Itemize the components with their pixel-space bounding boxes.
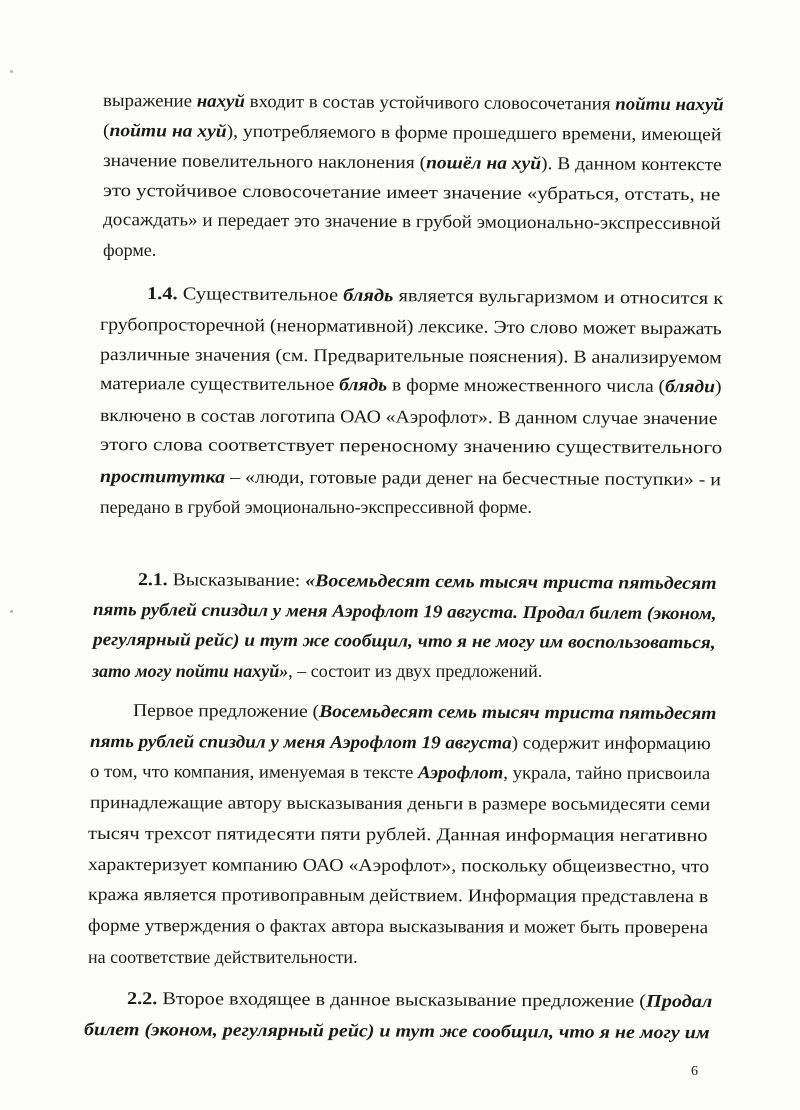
text-segment: на соответствие действительности.: [88, 947, 358, 967]
text-segment: различные значения (см. Предварительные пояснения). В анализируемом: [99, 344, 722, 368]
emphasized-text: Аэрофлот: [418, 762, 504, 783]
text-segment: Существительное: [177, 283, 344, 305]
text-segment: форме.: [103, 240, 157, 260]
text-segment: передано в грубой эмоционально-экспрессивной форме.: [100, 497, 532, 517]
text-line: [93, 598, 717, 624]
text-line: [88, 853, 709, 877]
text-segment: принадлежащие автору высказывания деньги в размере восьмидесяти семи: [89, 792, 711, 815]
text-segment: ), употребляемого в форме прошедшего времени, имеющей: [226, 120, 722, 145]
text-line: [100, 372, 722, 397]
emphasized-text: пошёл на хуй: [426, 152, 542, 174]
text-line: [138, 568, 717, 594]
scan-speck: [10, 70, 13, 73]
text-segment: , украла, тайно присвоила: [503, 762, 711, 784]
text-segment: – «люди, готовые ради денег на бесчестные поступки» - и: [225, 466, 721, 490]
emphasized-text: пять рублей спиздил у меня Аэрофлот 19 августа: [89, 731, 512, 753]
text-segment: характеризует компанию ОАО «Аэрофлот», поскольку общеизвестно, что: [87, 854, 710, 877]
text-line: [90, 730, 711, 754]
text-segment: кража является противоправным действием. Информация представлена в: [87, 884, 709, 907]
text-line: [100, 313, 722, 339]
text-line: [103, 239, 156, 261]
text-line: [133, 699, 717, 724]
text-segment: (: [102, 120, 110, 141]
text-segment: Второе входящее в данное высказывание предложение (: [157, 988, 647, 1011]
text-segment: Высказывание:: [167, 569, 306, 591]
emphasized-text: «Восемьдесят семь тысяч триста пятьдесят: [305, 570, 717, 594]
text-segment: входит в состав устойчивого словосочетания: [244, 90, 616, 114]
text-segment: ) содержит информацию: [511, 732, 711, 754]
text-line: [90, 760, 710, 784]
emphasized-text: блядь: [343, 284, 394, 306]
text-segment: это устойчивое словосочетание имеет значение «убраться, отстать, не: [102, 180, 721, 205]
emphasized-text: нахуй: [196, 90, 245, 111]
emphasized-text: блядь: [339, 374, 388, 395]
text-line: [100, 433, 722, 458]
text-line: [100, 343, 722, 368]
emphasized-text: 2.2.: [126, 988, 158, 1009]
page-number: 6: [691, 1064, 698, 1079]
text-line: [147, 282, 723, 309]
emphasized-text: 1.4.: [146, 283, 178, 304]
text-line: [90, 791, 710, 815]
emphasized-text: билет (эконом, регулярный рейс) и тут же сообщил, что я не могу им: [83, 1019, 710, 1043]
text-line: [88, 914, 708, 938]
emphasized-text: бляди: [665, 375, 716, 397]
text-segment: является вульгаризмом и относится к: [393, 285, 724, 309]
text-line: [100, 496, 532, 518]
emphasized-text: проститутка: [99, 466, 226, 487]
text-segment: включено в состав логотипа ОАО «Аэрофлот». В данном случае значение: [99, 405, 718, 429]
emphasized-text: Восемьдесят семь тысяч триста пятьдесят: [319, 700, 717, 724]
text-line: [100, 465, 721, 490]
emphasized-text: Продал: [646, 990, 713, 1012]
text-segment: о том, что компания, именуемая в тексте: [89, 761, 419, 783]
emphasized-text: пойти на хуй: [109, 120, 227, 141]
emphasized-text: регулярный рейс) и тут же сообщил, что я не могу им воспользоваться,: [92, 629, 716, 653]
text-segment: этого слова соответствует переносному значению существительного: [99, 434, 723, 458]
text-line: [103, 208, 721, 234]
text-line: [93, 628, 716, 653]
text-segment: материале существительное: [99, 373, 340, 395]
text-line: [103, 149, 722, 175]
text-segment: ): [714, 376, 722, 397]
text-segment: досаждать» и передает это значение в грубой эмоционально-экспрессивной: [102, 209, 721, 234]
text-line: [92, 660, 542, 682]
text-segment: грубопросторечной (ненормативной) лексике. Это слово может выражать: [99, 314, 722, 339]
text-line: [100, 404, 718, 429]
text-segment: , – состоит из двух предложений.: [288, 661, 543, 681]
text-segment: в форме множественного числа (: [387, 374, 666, 396]
text-line: [127, 987, 712, 1012]
text-segment: тысяч трехсот пятидесяти пяти рублей. Данная информация негативно: [87, 823, 708, 846]
text-segment: выражение: [102, 90, 197, 111]
emphasized-text: пойти нахуй: [615, 93, 724, 115]
emphasized-text: пять рублей спиздил у меня Аэрофлот 19 августа. Продал билет (эконом,: [92, 599, 717, 624]
emphasized-text: зато могу пойти нахуй»: [92, 661, 289, 681]
text-line: [103, 89, 724, 115]
text-line: [103, 119, 721, 145]
text-line: [84, 1018, 710, 1043]
text-line: [88, 822, 708, 846]
scan-speck: [10, 610, 13, 613]
text-line: [88, 946, 358, 968]
text-segment: ). В данном контексте: [541, 153, 722, 175]
text-segment: форме утверждения о фактах автора высказывания и может быть проверена: [87, 915, 709, 938]
text-segment: значение повелительного наклонения (: [102, 150, 427, 173]
text-line: [103, 179, 720, 205]
emphasized-text: 2.1.: [137, 569, 168, 590]
text-line: [88, 883, 708, 907]
text-segment: Первое предложение (: [132, 700, 320, 721]
